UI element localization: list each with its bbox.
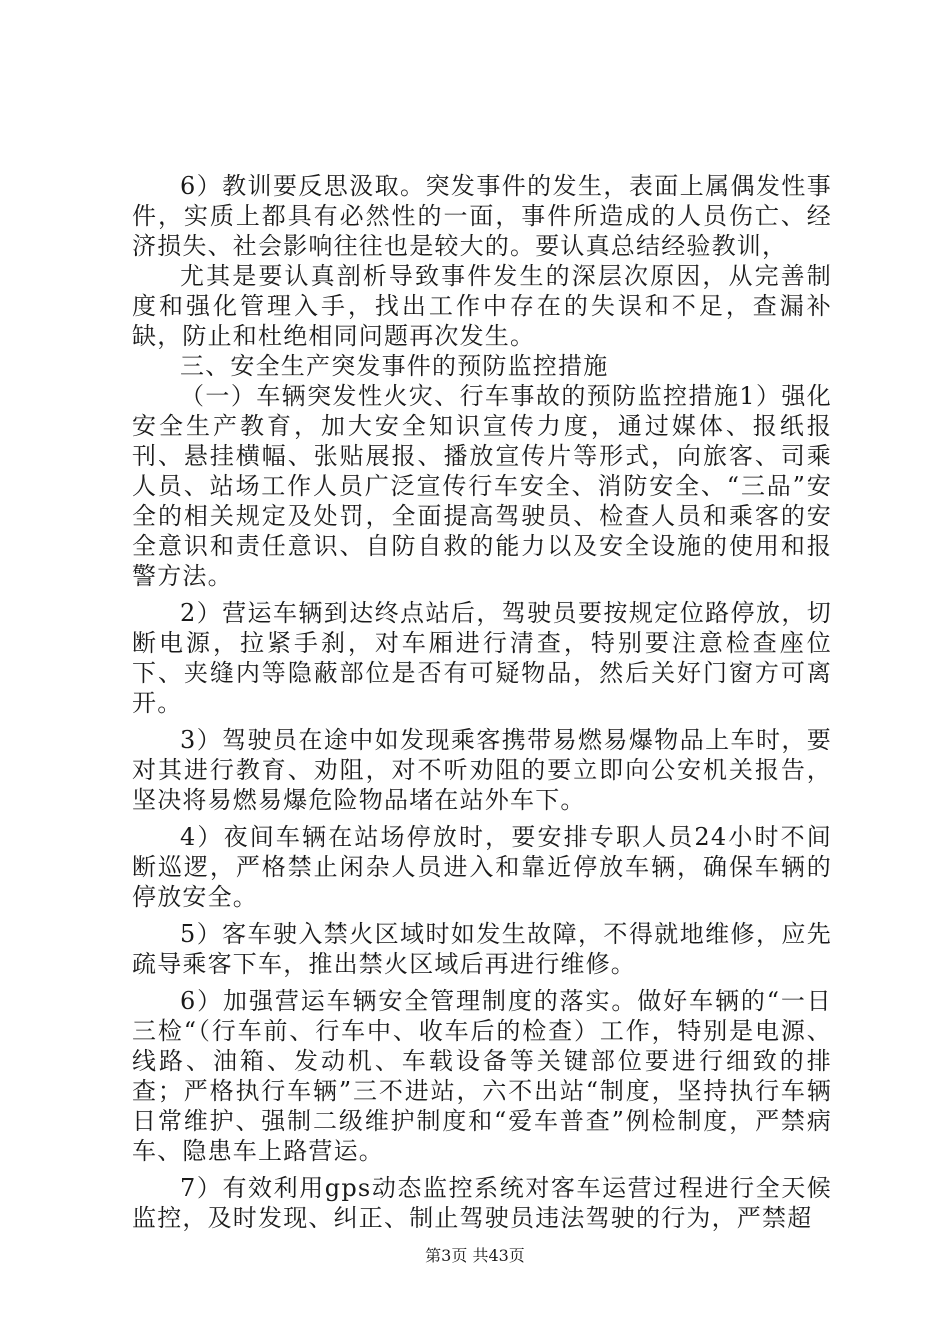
paragraph-analysis: 尤其是要认真剖析导致事件发生的深层次原因，从完善制度和强化管理入手，找出工作中存在的失误和不足，查漏补缺，防止和杜绝相同问题再次发生。 [132,262,832,350]
paragraph-item-3: 3）驾驶员在途中如发现乘客携带易燃易爆物品上车时，要对其进行教育、劝阻，对不听劝阻的要立即向公安机关报告，坚决将易燃易爆危险物品堵在站外车下。 [132,726,832,814]
paragraph-item-5: 5）客车驶入禁火区域时如发生故障，不得就地维修，应先疏导乘客下车，推出禁火区域后再进行维修。 [132,920,832,978]
paragraph-lessons: 6）教训要反思汲取。突发事件的发生，表面上属偶发性事件，实质上都具有必然性的一面，事件所造成的人员伤亡、经济损失、社会影响往往也是较大的。要认真总结经验教训， [132,172,832,260]
section-heading-prevention: 三、安全生产突发事件的预防监控措施 [180,352,609,380]
paragraph-item-6: 6）加强营运车辆安全管理制度的落实。做好车辆的“一日三检“（行车前、行车中、收车后的检查）工作，特别是电源、线路、油箱、发动机、车载设备等关键部位要进行细致的排查；严格执行车辆”三不进站，六不出站“制度，坚持执行车辆日常维护、强制二级维护制度和“爱车普查”例检制度，严禁病车、隐患车上路营运。 [132,987,832,1165]
document-body [132,171,832,1233]
page-number-footer: 第3页 共43页 [425,1246,525,1265]
paragraph-item-2: 2）营运车辆到达终点站后，驾驶员要按规定位路停放，切断电源，拉紧手刹，对车厢进行清查，特别要注意检查座位下、夹缝内等隐蔽部位是否有可疑物品，然后关好门窗方可离开。 [132,599,832,717]
paragraph-item-7: 7）有效利用gps动态监控系统对客车运营过程进行全天候监控，及时发现、纠正、制止驾驶员违法驾驶的行为，严禁超 [132,1174,832,1232]
paragraph-fire-prevention: （一）车辆突发性火灾、行车事故的预防监控措施1）强化安全生产教育，加大安全知识宣传力度，通过媒体、报纸报刊、悬挂横幅、张贴展报、播放宣传片等形式，向旅客、司乘人员、站场工作人员广泛宣传行车安全、消防安全、“三品”安全的相关规定及处罚，全面提高驾驶员、检查人员和乘客的安全意识和责任意识、自防自救的能力以及安全设施的使用和报警方法。 [132,382,832,590]
paragraph-item-4: 4）夜间车辆在站场停放时，要安排专职人员24小时不间断巡逻，严格禁止闲杂人员进入和靠近停放车辆，确保车辆的停放安全。 [132,823,832,911]
